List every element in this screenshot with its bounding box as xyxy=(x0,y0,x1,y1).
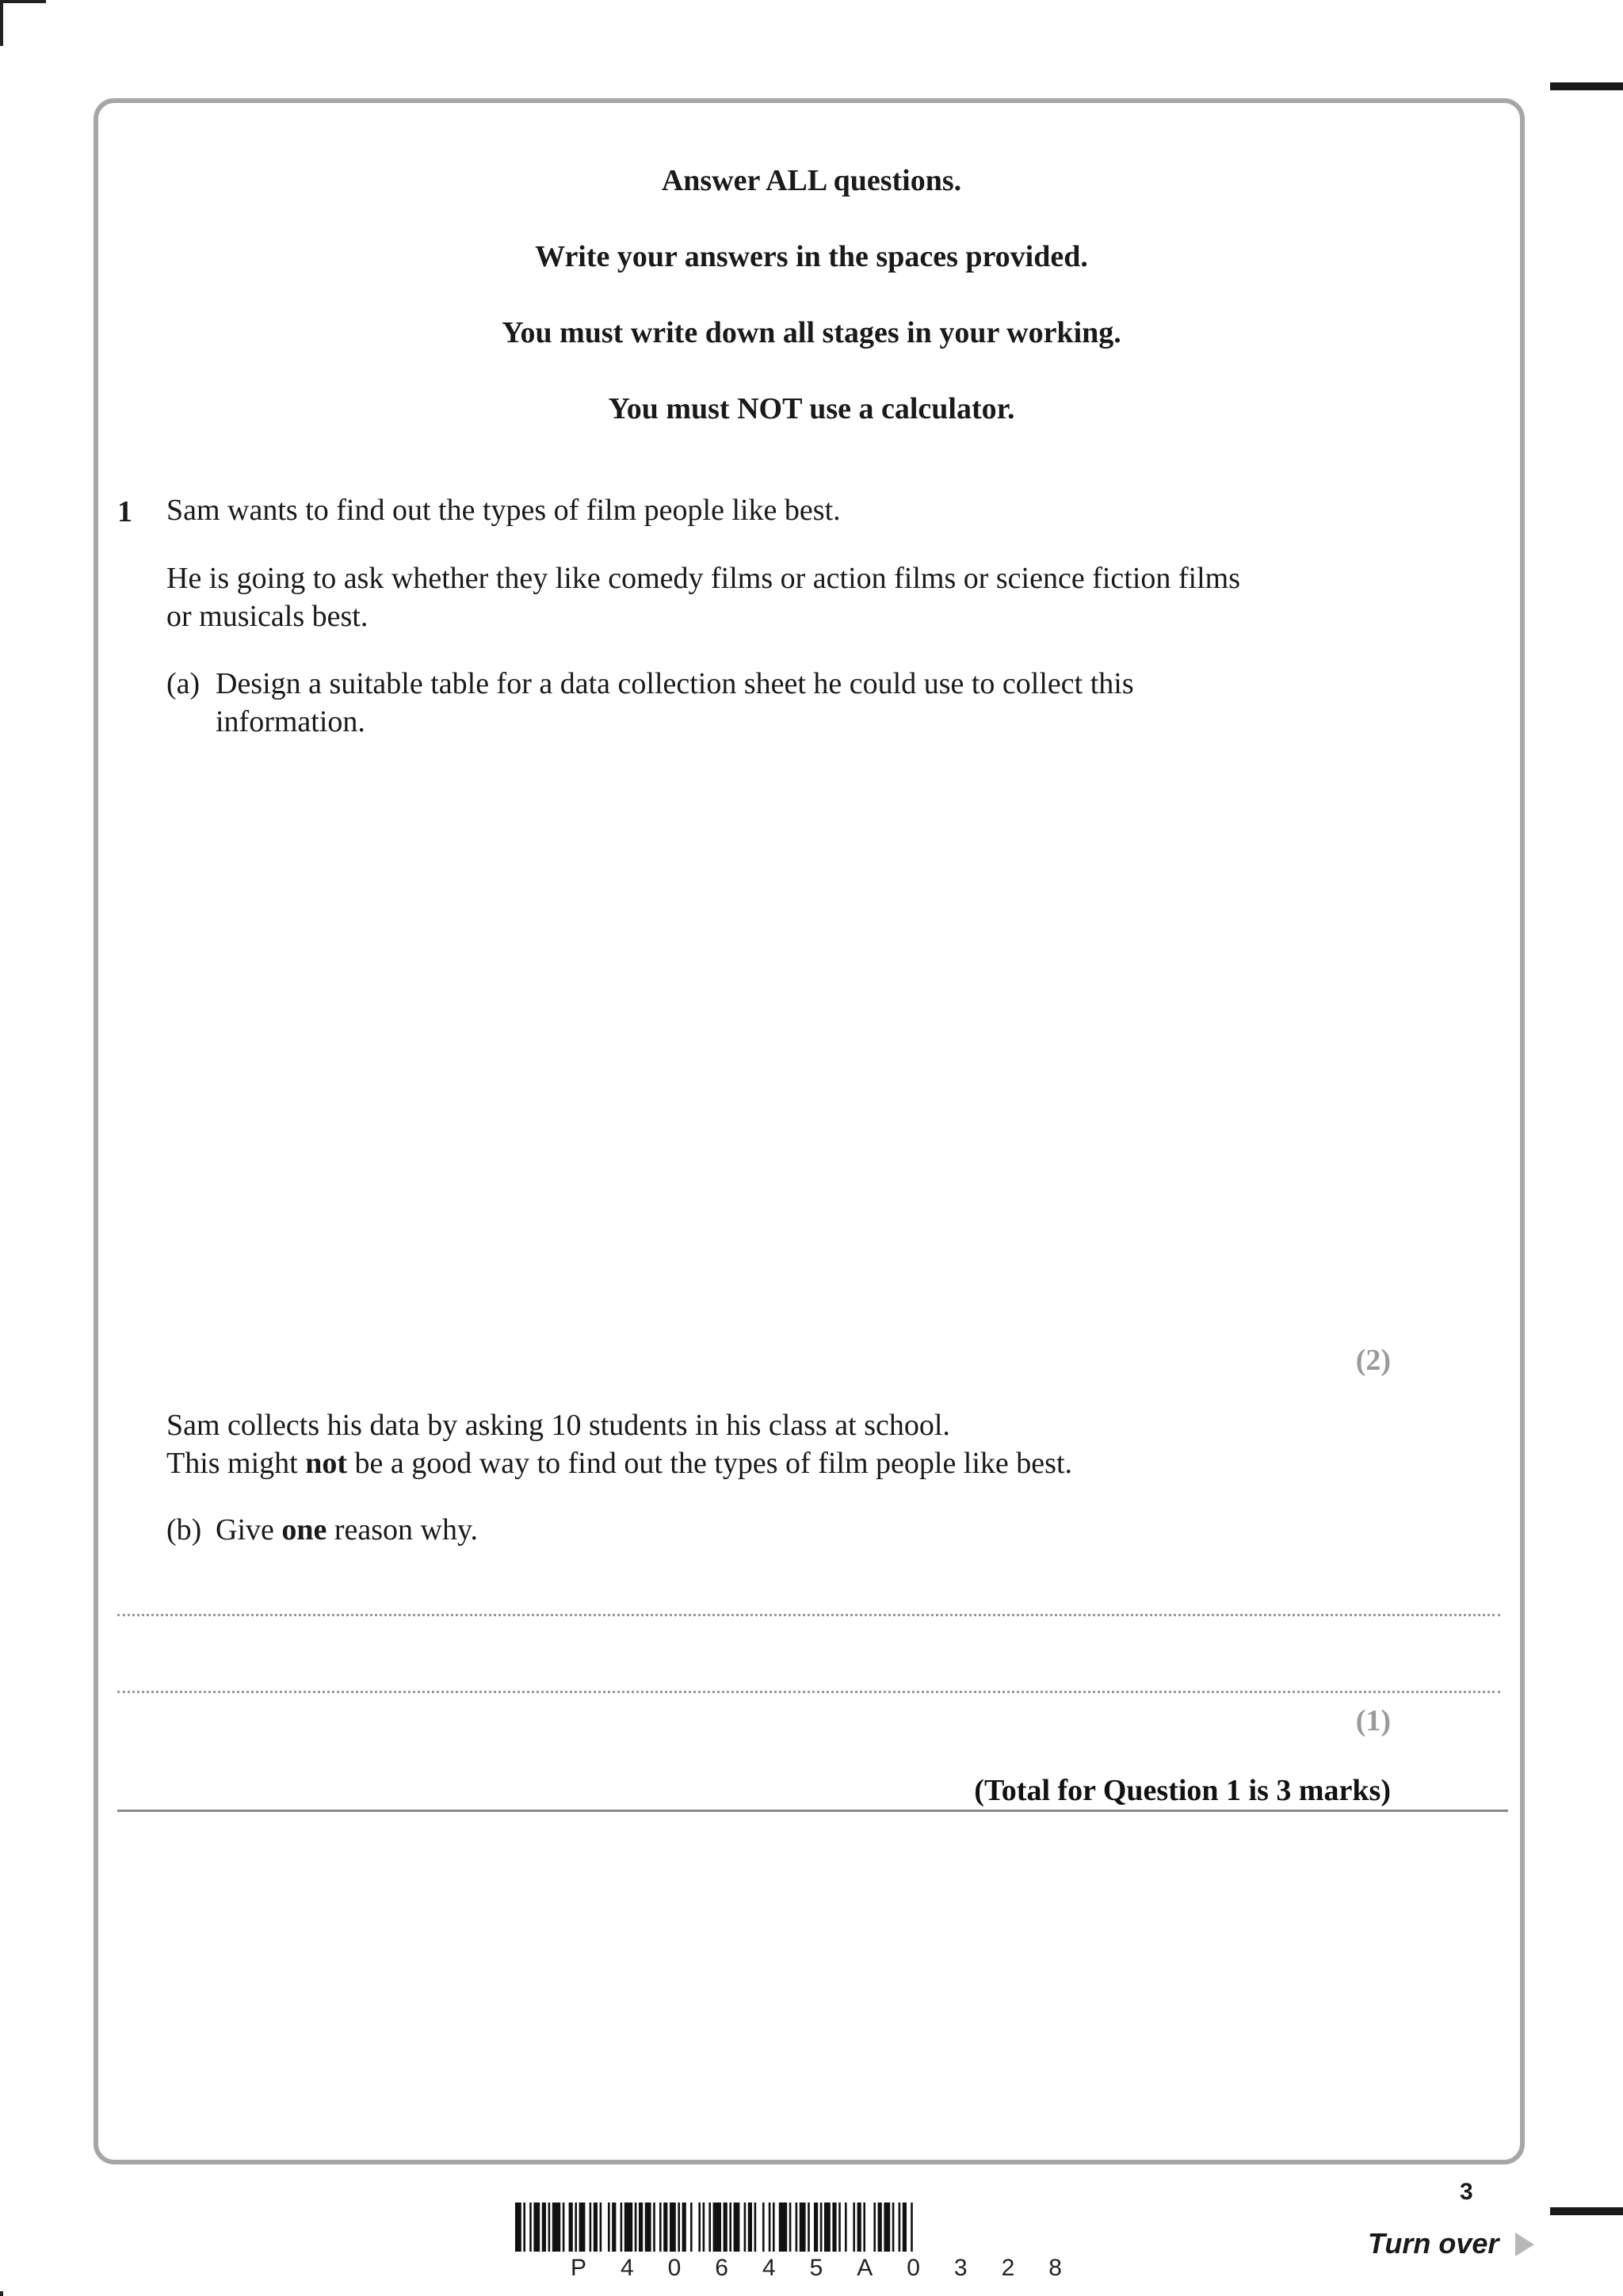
part-b-text: Give one reason why. xyxy=(216,1513,479,1547)
barcode-digit: 6 xyxy=(715,2255,728,2281)
part-a-marks: (2) xyxy=(1355,1344,1391,1377)
question-total: (Total for Question 1 is 3 marks) xyxy=(974,1774,1391,1807)
instruction-working: You must write down all stages in your working. xyxy=(502,316,1121,349)
part-b-marks: (1) xyxy=(1355,1704,1391,1737)
barcode-digit: 4 xyxy=(762,2255,776,2281)
crop-mark-top-left-vertical xyxy=(0,0,3,46)
question-number: 1 xyxy=(117,495,132,528)
question-intro: Sam wants to find out the types of film people like best. xyxy=(166,494,841,527)
question-context-line1: He is going to ask whether they like comedy films or action films or science fiction films xyxy=(166,562,1241,595)
instruction-write-spaces: Write your answers in the spaces provided. xyxy=(535,240,1088,273)
barcode-digit: 0 xyxy=(667,2255,682,2281)
mid-line1: Sam collects his data by asking 10 students in his class at school. xyxy=(166,1409,950,1442)
barcode-digits xyxy=(571,2255,1062,2282)
barcode-digit: 0 xyxy=(907,2255,920,2281)
barcode-digit: 4 xyxy=(620,2255,634,2281)
turn-over-arrow-icon xyxy=(1515,2233,1534,2256)
barcode-image xyxy=(515,2203,1106,2260)
question-context-line2: or musicals best. xyxy=(166,600,369,633)
instruction-no-calculator: You must NOT use a calculator. xyxy=(608,392,1015,425)
instruction-answer-all: Answer ALL questions. xyxy=(661,164,962,197)
crop-mark-bottom-left xyxy=(0,2291,3,2296)
barcode-digit: 2 xyxy=(1001,2255,1015,2281)
part-a-line1: Design a suitable table for a data collection sheet he could use to collect this xyxy=(216,667,1134,700)
barcode-digit: A xyxy=(857,2255,873,2281)
answer-line-2[interactable] xyxy=(117,1691,1500,1693)
barcode-digit: P xyxy=(571,2255,587,2281)
part-b-label: (b) xyxy=(166,1513,202,1547)
turn-over-label: Turn over xyxy=(1368,2227,1499,2260)
crop-mark-top-left xyxy=(0,0,46,3)
barcode-digit: 8 xyxy=(1048,2255,1062,2281)
barcode-digit: 3 xyxy=(953,2255,968,2281)
barcode-digit: 5 xyxy=(809,2255,823,2281)
question-divider xyxy=(117,1810,1508,1812)
answer-line-1[interactable] xyxy=(117,1614,1500,1616)
part-a-line2: information. xyxy=(216,705,365,738)
part-a-label: (a) xyxy=(166,667,200,700)
margin-tick-top xyxy=(1550,82,1623,90)
page-number: 3 xyxy=(1460,2179,1473,2205)
margin-tick-bottom xyxy=(1550,2207,1623,2215)
mid-line2: This might not be a good way to find out the types of film people like best. xyxy=(166,1447,1072,1480)
part-a-answer-space[interactable] xyxy=(117,753,1500,1307)
